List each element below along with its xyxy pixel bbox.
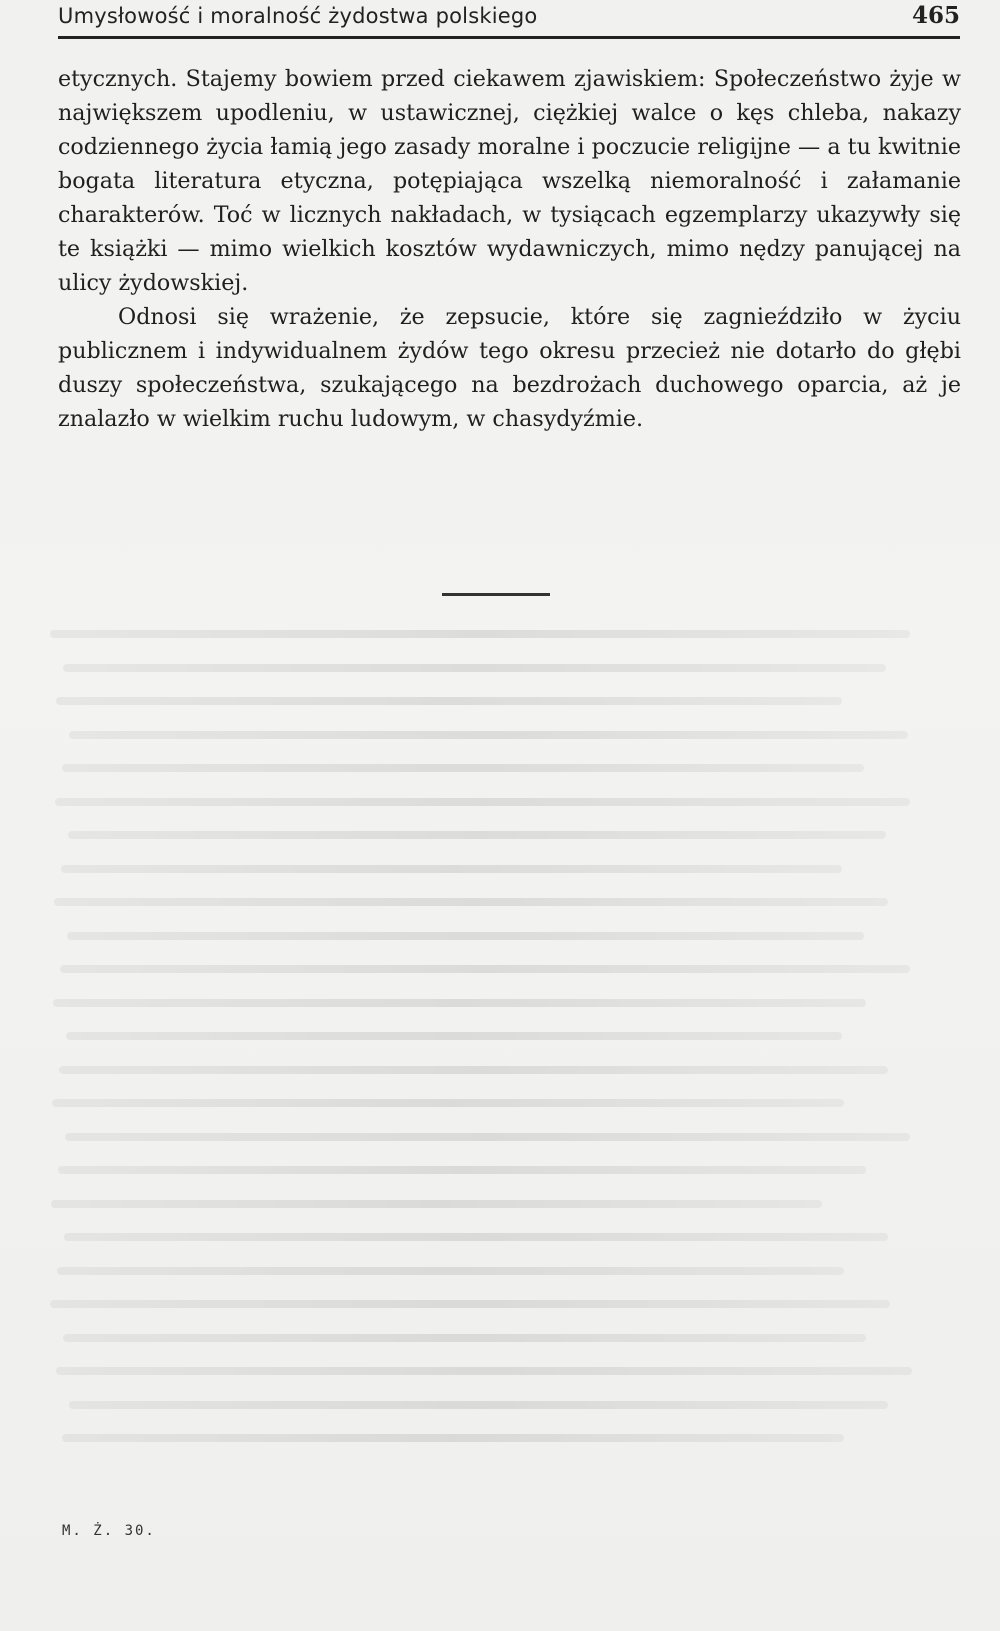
bleed-line — [69, 731, 908, 739]
bleed-line — [59, 1066, 888, 1074]
section-end-rule — [442, 593, 550, 596]
bleed-line — [66, 1032, 842, 1040]
printer-signature: M. Ż. 30. — [62, 1523, 156, 1539]
bleed-line — [56, 1367, 912, 1375]
bleed-line — [68, 831, 886, 839]
paragraph-2: Odnosi się wrażenie, że zepsucie, które się zagnieździło w życiu publicznem i indywidualnem żydów tego okresu przecież nie dotarło do głębi duszy społeczeństwa, szukającego na bezdrożach duchowego oparcia, aż je znalazło w wielkim ruchu ludowym, w chasydyźmie. — [58, 304, 961, 432]
bleed-line — [63, 664, 886, 672]
bleed-line — [67, 932, 864, 940]
bleed-line — [61, 865, 842, 873]
bleed-line — [55, 798, 910, 806]
bleed-line — [56, 697, 842, 705]
bleed-line — [65, 1133, 910, 1141]
bleed-line — [50, 630, 910, 638]
bleed-line — [60, 965, 910, 973]
reverse-side-bleed-through — [50, 620, 960, 1470]
bleed-line — [62, 764, 864, 772]
bleed-line — [69, 1401, 888, 1409]
bleed-line — [51, 1200, 822, 1208]
bleed-line — [63, 1334, 866, 1342]
paragraph-1: etycznych. Stajemy bowiem przed ciekawem zjawiskiem: Społeczeństwo żyje w największem upodleniu, w ustawicznej, ciężkiej walce o kęs chleba, nakazy codziennego życia łamią jego zasady moralne i poczucie religijne — a tu kwitnie bogata literatura etyczna, potępiająca wszelką niemoralność i załamanie charakterów. Toć w licznych nakładach, w tysiącach egzemplarzy ukazywły się te książki — mimo wielkich kosztów wydawniczych, mimo nędzy panującej na ulicy żydowskiej. — [58, 66, 961, 296]
bleed-line — [54, 898, 888, 906]
bleed-line — [53, 999, 866, 1007]
running-head — [58, 2, 960, 39]
bleed-line — [62, 1434, 844, 1442]
bleed-line — [58, 1166, 866, 1174]
bleed-line — [50, 1300, 890, 1308]
running-head-title: Umysłowość i moralność żydostwa polskiego — [58, 4, 538, 28]
bleed-line — [57, 1267, 844, 1275]
bleed-line — [64, 1233, 888, 1241]
page-number: 465 — [911, 2, 960, 29]
body-text — [58, 62, 961, 436]
bleed-line — [52, 1099, 844, 1107]
